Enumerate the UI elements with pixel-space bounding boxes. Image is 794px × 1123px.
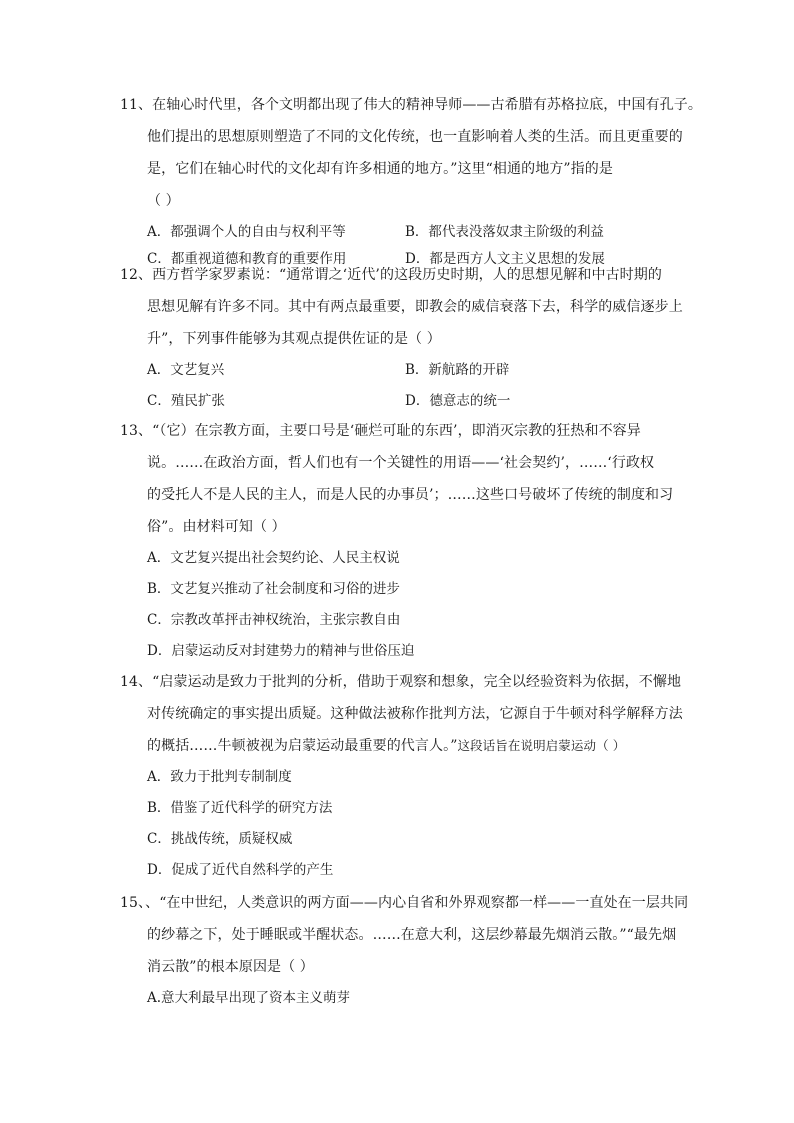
question-text-line: 俗”。由材料可知（ ） (147, 519, 286, 535)
option-c: C．殖民扩张 (147, 393, 225, 409)
question-text-main: 的概括……牛顿被视为启蒙运动最重要的代言人。” (147, 738, 458, 754)
option-a: A．文艺复兴 (147, 362, 225, 378)
option-d: D．德意志的统一 (405, 393, 511, 409)
option-c: C．都重视道德和教育的重要作用 (147, 251, 347, 267)
option-a: A．文艺复兴提出社会契约论、人民主权说 (147, 550, 400, 566)
question-text-line: 14、“启蒙运动是致力于批判的分析，借助于观察和想象，完全以经验资料为依据，不懈地 (120, 674, 682, 690)
question-11 (120, 89, 703, 275)
question-text-line: 13、“（它）在宗教方面，主要口号是‘砸烂可耻的东西’，即消灭宗教的狂热和不容异 (120, 423, 641, 439)
question-text-line: 说。……在政治方面，哲人们也有一个关键性的用语——‘社会契约’，……‘行政权 (147, 455, 655, 471)
option-a: A．致力于批判专制制度 (147, 769, 292, 785)
question-text-line: 升”，下列事件能够为其观点提供佐证的是（ ） (147, 331, 441, 347)
question-12 (120, 259, 683, 417)
question-text-line: 15、、“在中世纪，人类意识的两方面——内心自省和外界观察都一样——一直处在一层共同 (120, 895, 689, 911)
option-b: B．都代表没落奴隶主阶级的利益 (405, 224, 604, 240)
question-text-line: 11、在轴心时代里，各个文明都出现了伟大的精神导师——古希腊有苏格拉底，中国有孔子。 (120, 97, 703, 113)
question-text-line: 对传统确定的事实提出质疑。这种做法被称作批判方法，它源自于牛顿对科学解释方法 (147, 706, 683, 722)
option-b: B．新航路的开辟 (405, 362, 510, 378)
option-c: C．宗教改革抨击神权统治，主张宗教自由 (147, 612, 401, 628)
option-b: B．文艺复兴推动了社会制度和习俗的进步 (147, 581, 400, 597)
question-text-line: 他们提出的思想原则塑造了不同的文化传统，也一直影响着人类的生活。而且更重要的 (147, 129, 683, 145)
question-text-tail: 这段话旨在说明启蒙运动（ ） (457, 738, 626, 753)
question-text-line: 的受托人不是人民的主人，而是人民的办事员’；……这些口号破坏了传统的制度和习 (147, 487, 674, 503)
question-text-line: 12、西方哲学家罗素说：“通常谓之‘近代’的这段历史时期，人的思想见解和中古时期的 (120, 267, 662, 283)
question-15 (120, 887, 689, 1014)
question-text-line: 消云散”的根本原因是（ ） (147, 959, 314, 975)
option-d: D．促成了近代自然科学的产生 (147, 862, 334, 878)
option-b: B．借鉴了近代科学的研究方法 (147, 800, 333, 816)
question-text-line (120, 730, 680, 762)
question-13 (120, 415, 680, 667)
option-d: D．启蒙运动反对封建势力的精神与世俗压迫 (147, 643, 415, 659)
option-a: A.意大利最早出现了资本主义萌芽 (147, 990, 351, 1006)
answer-blank: （ ） (147, 193, 180, 209)
option-d: D．都是西方人文主义思想的发展 (405, 251, 605, 267)
question-text-line: 的纱幕之下，处于睡眠或半醒状态。……在意大利，这层纱幕最先烟消云散。”“最先烟 (147, 927, 677, 943)
option-row (120, 355, 680, 386)
question-text-line: 是，它们在轴心时代的文化却有许多相通的地方。”这里“相通的地方”指的是 (147, 161, 613, 177)
question-text-line: 思想见解有许多不同。其中有两点最重要，即教会的威信衰落下去，科学的威信逐步上 (147, 299, 683, 315)
option-a: A．都强调个人的自由与权利平等 (147, 224, 346, 240)
option-row (120, 386, 680, 417)
question-14 (120, 666, 683, 886)
option-c: C．挑战传统，质疑权威 (147, 831, 293, 847)
